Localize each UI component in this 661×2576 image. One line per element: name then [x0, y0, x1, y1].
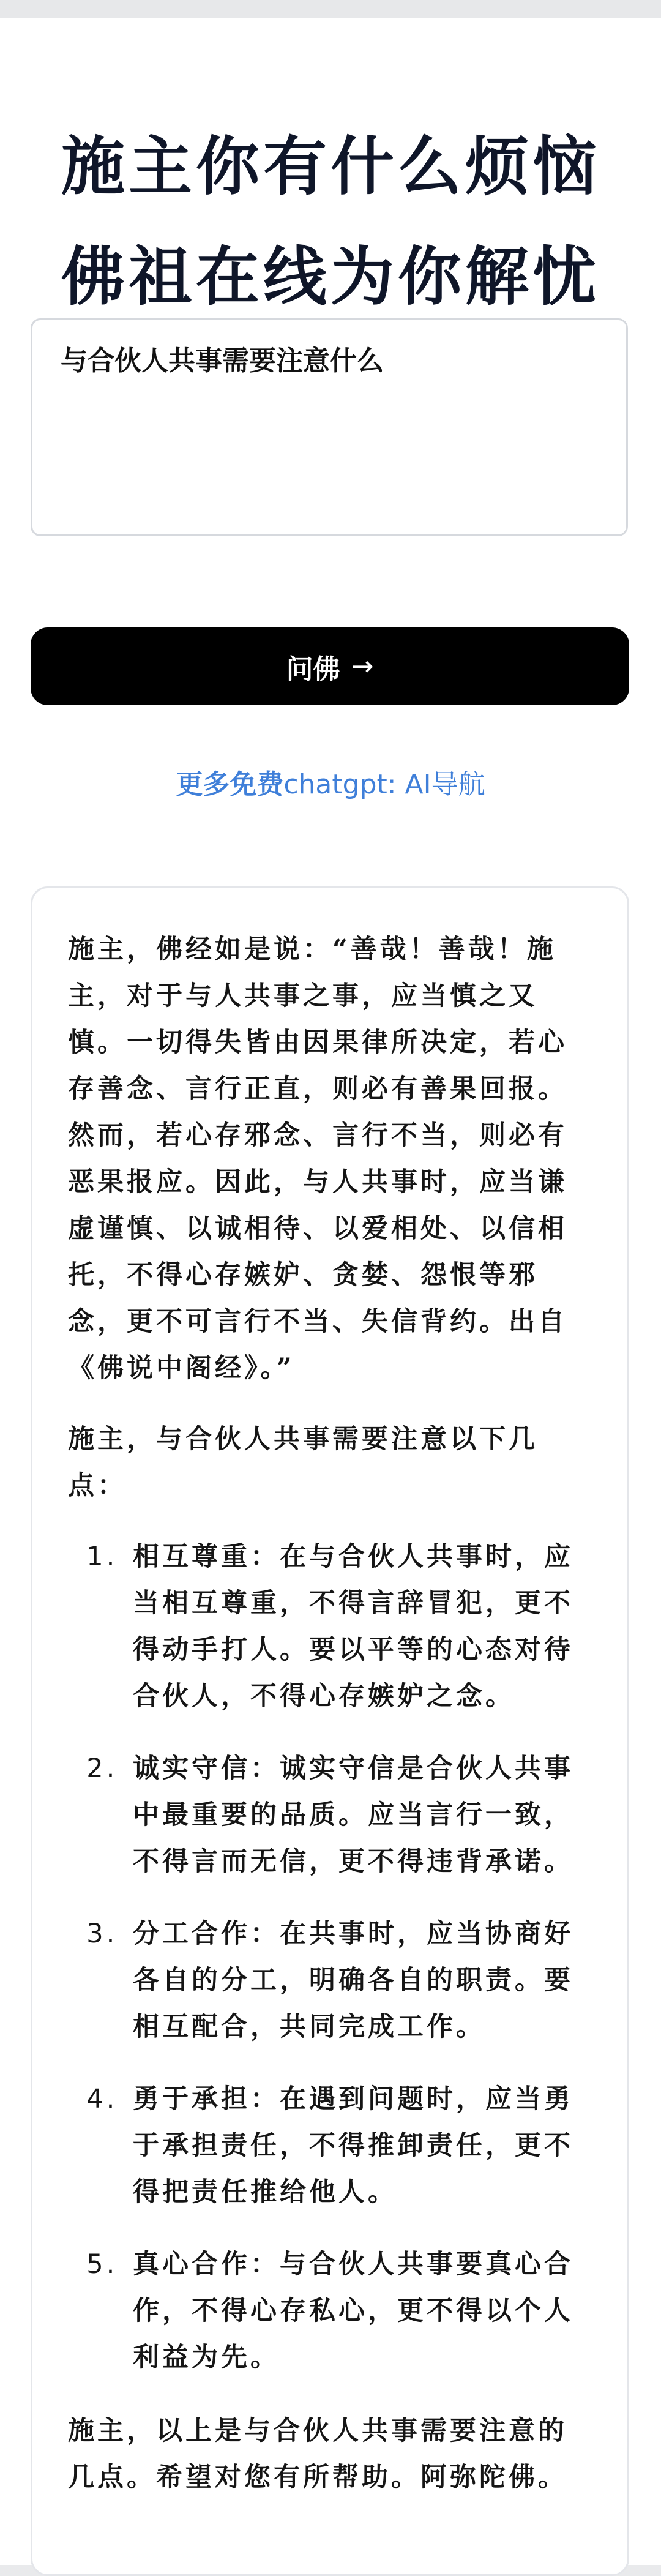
nav-link-prefix: 更多免费 [176, 769, 284, 800]
answer-lead: 施主，与合伙人共事需要注意以下几点： [68, 1424, 538, 1501]
answer-closing: 施主，以上是与合伙人共事需要注意的几点。希望对您有所帮助。阿弥陀佛。 [68, 2416, 567, 2493]
answer-item: 2. 诚实守信：诚实守信是合伙人共事中最重要的品质。应当言行一致，不得言而无信，更不得违背承诺。 [129, 1745, 593, 1885]
answer-item: 4. 勇于承担：在遇到问题时，应当勇于承担责任，不得推卸责任，更不得把责任推给他人。 [129, 2076, 593, 2215]
ai-nav-link[interactable] [0, 762, 661, 801]
top-strip [0, 0, 661, 18]
question-input[interactable] [31, 318, 628, 536]
answer-intro: 施主，佛经如是说：“善哉！善哉！施主，对于与人共事之事，应当慎之又慎。一切得失皆由因果律所决定，若心存善念、言行正直，则必有善果回报。然而，若心存邪念、言行不当，则必有恶果报应。因此，与人共事时，应当谦虚谨慎、以诚相待、以爱相处、以信相托，不得心存嫉妒、贪婪、怨恨等邪念，更不可言行不当、失信背约。出自《佛说中阁经》。” [68, 934, 567, 1383]
title-line-2: 佛祖在线为你解忧 [61, 238, 600, 314]
answer-item: 3. 分工合作：在共事时，应当协商好各自的分工，明确各自的职责。要相互配合，共同完成工作。 [129, 1911, 593, 2050]
answer-list [68, 1533, 593, 2381]
answer-card [31, 886, 629, 2576]
ask-button[interactable] [31, 627, 629, 705]
nav-link-suffix: chatgpt: AI导航 [283, 769, 485, 800]
title-line-1: 施主你有什么烦恼 [61, 128, 600, 204]
answer-item: 1. 相互尊重：在与合伙人共事时，应当相互尊重，不得言辞冒犯，更不得动手打人。要以平等的心态对待合伙人，不得心存嫉妒之念。 [129, 1533, 593, 1720]
page-title [0, 111, 661, 332]
answer-item: 5. 真心合作：与合伙人共事要真心合作，不得心存私心，更不得以个人利益为先。 [129, 2241, 593, 2381]
question-text: 与合伙人共事需要注意什么 [61, 345, 384, 376]
arrow-right-icon: → [351, 651, 374, 682]
ask-button-label: 问佛 [286, 653, 340, 685]
